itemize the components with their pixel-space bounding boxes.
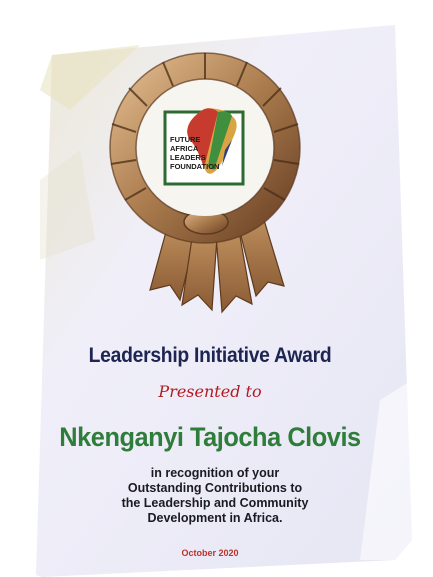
foundation-logo: [165, 108, 243, 184]
presented-to-label: Presented to: [158, 382, 262, 401]
recognition-line: in recognition of your: [150, 466, 280, 480]
logo-line-3: LEADERS: [170, 153, 206, 162]
recipient-name: Nkenganyi Tajocha Clovis: [59, 422, 361, 452]
recognition-text: [60, 466, 370, 526]
logo-line-4: FOUNDATION: [170, 162, 220, 171]
logo-line-1: FUTURE: [170, 135, 201, 144]
recognition-line: Development in Africa.: [147, 511, 283, 525]
award-date: October 2020: [181, 548, 239, 558]
recognition-line: Outstanding Contributions to: [127, 481, 303, 495]
recognition-line: the Leadership and Community: [121, 496, 309, 510]
award-title: Leadership Initiative Award: [88, 344, 332, 367]
logo-line-2: AFRICA: [170, 144, 199, 153]
